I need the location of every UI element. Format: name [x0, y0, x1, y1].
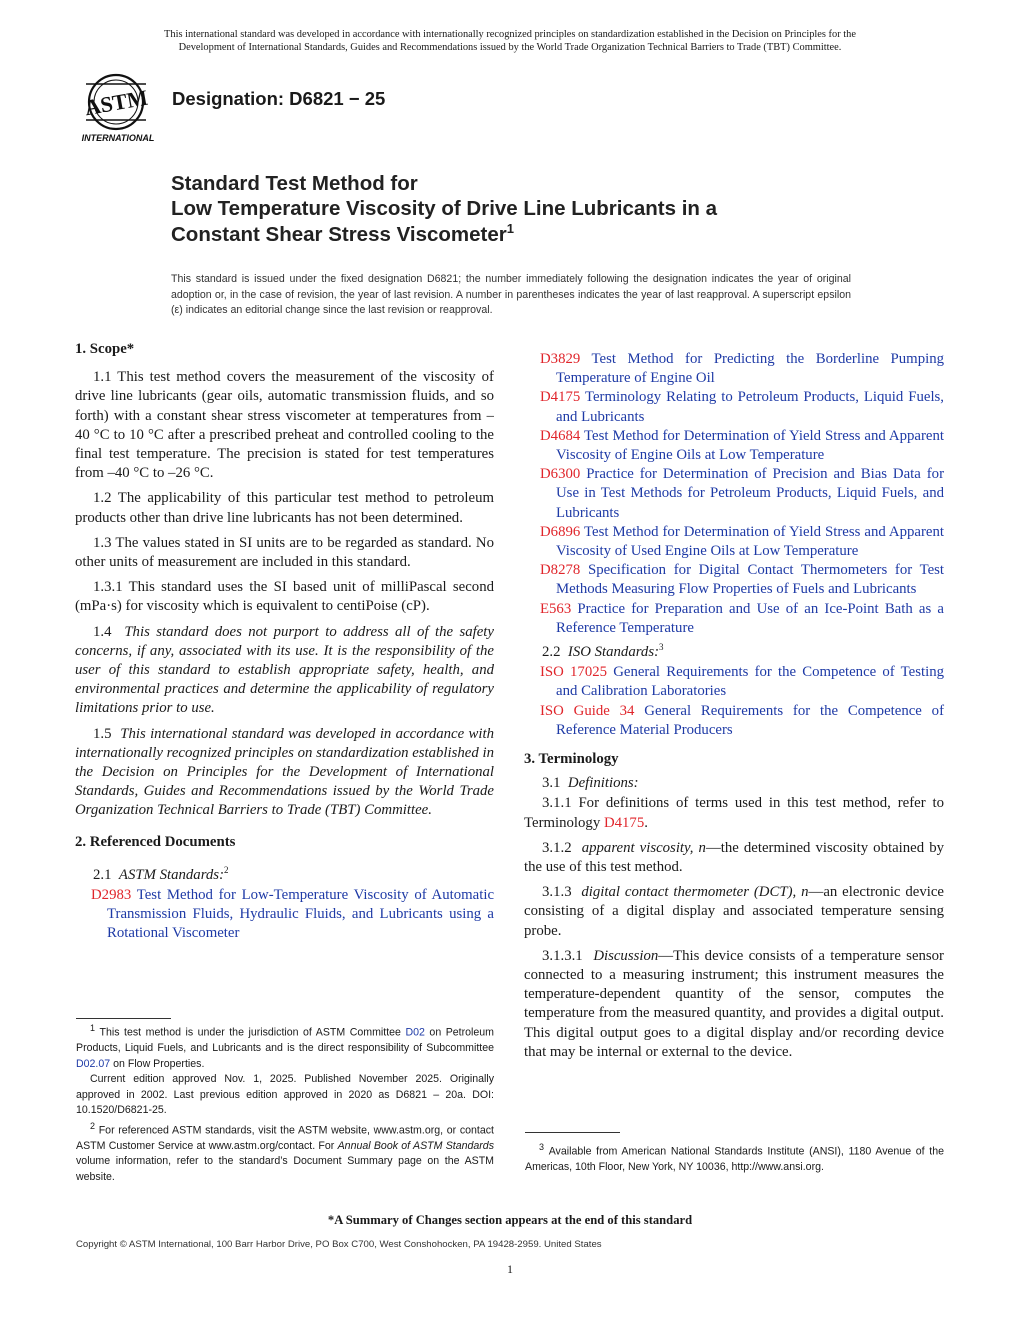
- footnote-2-text-a: For referenced ASTM standards, visit the ASTM website, www.astm.org, or contact ASTM Customer Service at www.astm.org/contact. For: [76, 1124, 494, 1152]
- section-1-4: [75, 623, 494, 719]
- logo-caption: INTERNATIONAL: [81, 133, 155, 143]
- footnote-2-mark: 2: [90, 1120, 96, 1131]
- terminology-heading: 3. Terminology: [524, 750, 619, 767]
- iso-reference-title[interactable]: General Requirements for the Competence of Reference Material Producers: [556, 702, 945, 738]
- footnotes-left: [76, 1021, 494, 1185]
- section-3-1-1-text: 3.1.1 For definitions of terms used in this test method, refer to Terminology: [524, 795, 944, 831]
- iso-reference-item[interactable]: [524, 702, 944, 740]
- section-1-4-number: 1.4: [93, 623, 112, 640]
- astm-reference-title[interactable]: Terminology Relating to Petroleum Products, Liquid Fuels, and Lubricants: [556, 389, 945, 425]
- definitions-number: 3.1: [542, 775, 561, 792]
- astm-reference-title[interactable]: Test Method for Predicting the Borderline Pumping Temperature of Engine Oil: [556, 351, 945, 387]
- iso-standards-text: ISO Standards:: [567, 643, 660, 660]
- title-line-3-text: Constant Shear Stress Viscometer: [171, 223, 507, 246]
- astm-reference-code[interactable]: D6300: [540, 466, 581, 483]
- iso-reference-list: [524, 663, 944, 740]
- section-1-3: 1.3 The values stated in SI units are to be regarded as standard. No other units of measurement are included in this standard.: [75, 534, 494, 571]
- section-3-1-3-term: digital contact thermometer (DCT), n: [581, 884, 809, 901]
- footnote-3-mark: 3: [539, 1142, 545, 1152]
- designation: Designation: D6821 − 25: [172, 88, 386, 109]
- astm-reference-item[interactable]: [524, 600, 944, 638]
- section-1-5-text: This international standard was developed in accordance with internationally recognized principles on standardization established in the Decision on Principles for the Development of International Standards, Guides and Recommendations issued by the World Trade Organization Technical Barriers to Trade (TBT) Committee.: [75, 725, 494, 819]
- section-1-1: 1.1 This test method covers the measurement of the viscosity of drive line lubricants (gear oils, automatic transmission fluids, and so forth) with a constant shear stress viscometer at temperatures from –40 °C to 10 °C after a prescribed preheat and controlled cooling to the final test temperature. The precision is stated for test temperatures from –40 °C to –26 °C.: [75, 369, 494, 482]
- astm-standards-footnote-mark: 2: [224, 864, 229, 875]
- astm-reference-title[interactable]: Test Method for Determination of Yield Stress and Apparent Viscosity of Engine Oils at Low Temperature: [556, 427, 944, 464]
- summary-of-changes-note: *A Summary of Changes section appears at the end of this standard: [327, 1213, 693, 1227]
- notice-line-1: This international standard was developed in accordance with internationally recognized principles on standardization established in the Decision on Principles for the: [164, 29, 856, 40]
- section-3-1-3: [524, 883, 944, 941]
- footnote-2-italic: Annual Book of ASTM Standards: [337, 1139, 494, 1152]
- title-line-1: Standard Test Method for: [171, 172, 418, 195]
- footnote-1-edition: Current edition approved Nov. 1, 2025. Published November 2025. Originally approved in 2002. Last previous edition approved in 2020 as D6821 – 20a. DOI: 10.1520/D6821-25.: [76, 1073, 494, 1117]
- astm-reference-code[interactable]: D6896: [540, 523, 581, 540]
- astm-reference-title[interactable]: Practice for Preparation and Use of an Ice-Point Bath as a Reference Temperature: [556, 600, 944, 636]
- section-3-1-3-1-term: Discussion: [593, 947, 659, 964]
- title-line-2: Low Temperature Viscosity of Drive Line Lubricants in a: [171, 197, 718, 220]
- section-1-5: [75, 725, 494, 821]
- issued-note: This standard is issued under the fixed designation D6821; the number immediately following the designation indicates the year of original adoption or, in the case of revision, the year of last revision. A number in parentheses indicates the year of last reapproval. A superscript epsilon (ε) indicates an editorial change since the last revision or reapproval.: [171, 273, 851, 316]
- footnote-1-link-d0207[interactable]: D02.07: [76, 1057, 111, 1070]
- iso-reference-code[interactable]: ISO 17025: [540, 664, 608, 681]
- astm-reference-item[interactable]: [524, 388, 944, 426]
- section-1-3-1: 1.3.1 This standard uses the SI based unit of milliPascal second (mPa·s) for viscosity which is equivalent to centiPoise (cP).: [75, 579, 494, 615]
- astm-reference-title[interactable]: Test Method for Determination of Yield Stress and Apparent Viscosity of Used Engine Oils at Low Temperature: [556, 523, 944, 560]
- astm-logo-icon: [76, 70, 162, 146]
- iso-standards-number: 2.2: [542, 643, 561, 660]
- astm-reference-code[interactable]: E563: [540, 600, 572, 617]
- astm-reference-code[interactable]: D3829: [540, 351, 581, 367]
- section-3-1-3-1-text: —This device consists of a temperature sensor connected to a measuring instrument; this instrument measures the temperature-dependent quantity of the sensor, computes the temperature from the measured quantity, and provides a digital output. This digital output goes to a digital display and/or recording device that may be internal or external to the device.: [524, 947, 944, 1060]
- right-column: [524, 350, 944, 1068]
- footnote-rule-right: [525, 1132, 620, 1133]
- astm-reference-code[interactable]: D4175: [540, 389, 581, 406]
- astm-reference-item[interactable]: [524, 427, 944, 465]
- iso-reference-code[interactable]: ISO Guide 34: [540, 702, 635, 719]
- footnote-1-link-d02[interactable]: D02: [405, 1026, 425, 1039]
- iso-standards-label: [524, 638, 944, 662]
- title-line-3: [171, 222, 891, 248]
- footnote-2-text-b: volume information, refer to the standard’s Document Summary page on the ASTM website.: [76, 1155, 494, 1183]
- astm-reference-title[interactable]: Specification for Digital Contact Thermometers for Test Methods Measuring Flow Properties of Fuels and Lubricants: [556, 562, 945, 598]
- section-3-1-3-text: —an electronic device consisting of a digital display and associated temperature sensing probe.: [524, 884, 945, 939]
- section-3-1-3-1: [524, 947, 944, 1062]
- astm-reference-title[interactable]: Practice for Determination of Precision and Bias Data for Use in Test Methods for Petroleum Products, Liquid Fuels, and Lubricants: [556, 466, 944, 521]
- ref-d2983-title[interactable]: Test Method for Low-Temperature Viscosity of Automatic Transmission Fluids, Hydraulic Fluids, and Lubricants using a Rotational Viscometer: [107, 887, 494, 942]
- footnote-1-text-c: on Flow Properties.: [113, 1057, 205, 1070]
- section-1-2: 1.2 The applicability of this particular test method to petroleum products other than drive line lubricants has not been determined.: [75, 490, 494, 526]
- footnote-3-text: Available from American National Standards Institute (ANSI), 1180 Avenue of the Americas, 10th Floor, New York, NY 10036, http://www.ansi.org.: [525, 1145, 944, 1174]
- logo-letters: ASTM: [82, 84, 150, 121]
- astm-reference-item[interactable]: [524, 561, 944, 599]
- copyright: Copyright © ASTM International, 100 Barr Harbor Drive, PO Box C700, West Conshohocken, PA 19428-2959. United States: [76, 1239, 602, 1250]
- section-3-1-2: [524, 839, 944, 877]
- astm-standards-text: ASTM Standards:: [118, 866, 224, 883]
- document-title: [171, 172, 891, 248]
- section-1-4-text: This standard does not purport to address all of the safety concerns, if any, associated with its use. It is the responsibility of the user of this standard to establish appropriate safety, health, and environmental practices and determine the applicability of regulatory limitations prior to use.: [75, 623, 494, 717]
- ref-d2983-code[interactable]: D2983: [91, 887, 132, 903]
- footnotes-right: [525, 1140, 944, 1176]
- astm-reference-list: [524, 350, 944, 638]
- section-3-1-3-1-number: 3.1.3.1: [542, 947, 583, 964]
- section-3-1-1-end: .: [644, 814, 648, 831]
- iso-reference-title[interactable]: General Requirements for the Competence of Testing and Calibration Laboratories: [556, 664, 944, 700]
- section-3-1-2-text: —the determined viscosity obtained by the use of this test method.: [524, 839, 944, 875]
- astm-logo: [76, 70, 162, 146]
- astm-reference-item[interactable]: [524, 523, 944, 561]
- notice-line-2: Development of International Standards, Guides and Recommendations issued by the World Trade Organization Technical Barriers to Trade (TBT) Committee.: [178, 42, 842, 53]
- referenced-documents-heading: 2. Referenced Documents: [75, 833, 236, 850]
- left-column: [75, 340, 494, 1000]
- footnote-1: [76, 1021, 494, 1072]
- section-3-1-1: [524, 794, 944, 832]
- footnote-1-text-b: on Petroleum Products, Liquid Fuels, and Lubricants and is the direct responsibility of Subcommittee: [76, 1026, 494, 1055]
- astm-reference-item[interactable]: [524, 465, 944, 523]
- definitions-label: [524, 774, 944, 793]
- iso-reference-item[interactable]: [524, 663, 944, 701]
- astm-reference-code[interactable]: D8278: [540, 562, 581, 579]
- footnote-rule-left: [76, 1018, 171, 1019]
- iso-standards-footnote-mark: 3: [659, 642, 664, 653]
- astm-standards-label: [75, 861, 494, 885]
- section-3-1-3-number: 3.1.3: [542, 884, 572, 901]
- astm-reference-code[interactable]: D4684: [540, 427, 581, 444]
- international-standard-notice: [76, 28, 944, 54]
- scope-heading: 1. Scope*: [75, 341, 135, 357]
- ref-d2983[interactable]: [75, 886, 494, 944]
- footnote-2: [76, 1119, 494, 1186]
- section-1-5-number: 1.5: [93, 725, 112, 742]
- footnote-3: [525, 1140, 944, 1176]
- terminology-link-d4175[interactable]: D4175: [603, 814, 645, 831]
- title-footnote-mark: 1: [506, 221, 514, 237]
- section-3-1-2-term: apparent viscosity, n: [581, 839, 706, 856]
- footnote-1-text-a: This test method is under the jurisdiction of ASTM Committee: [99, 1026, 401, 1039]
- section-3-1-2-number: 3.1.2: [542, 839, 572, 856]
- page-number: 1: [507, 1262, 513, 1276]
- definitions-text: Definitions:: [567, 775, 639, 792]
- astm-reference-item[interactable]: [524, 350, 944, 388]
- footnote-1-mark: 1: [90, 1023, 96, 1033]
- astm-standards-number: 2.1: [93, 866, 112, 883]
